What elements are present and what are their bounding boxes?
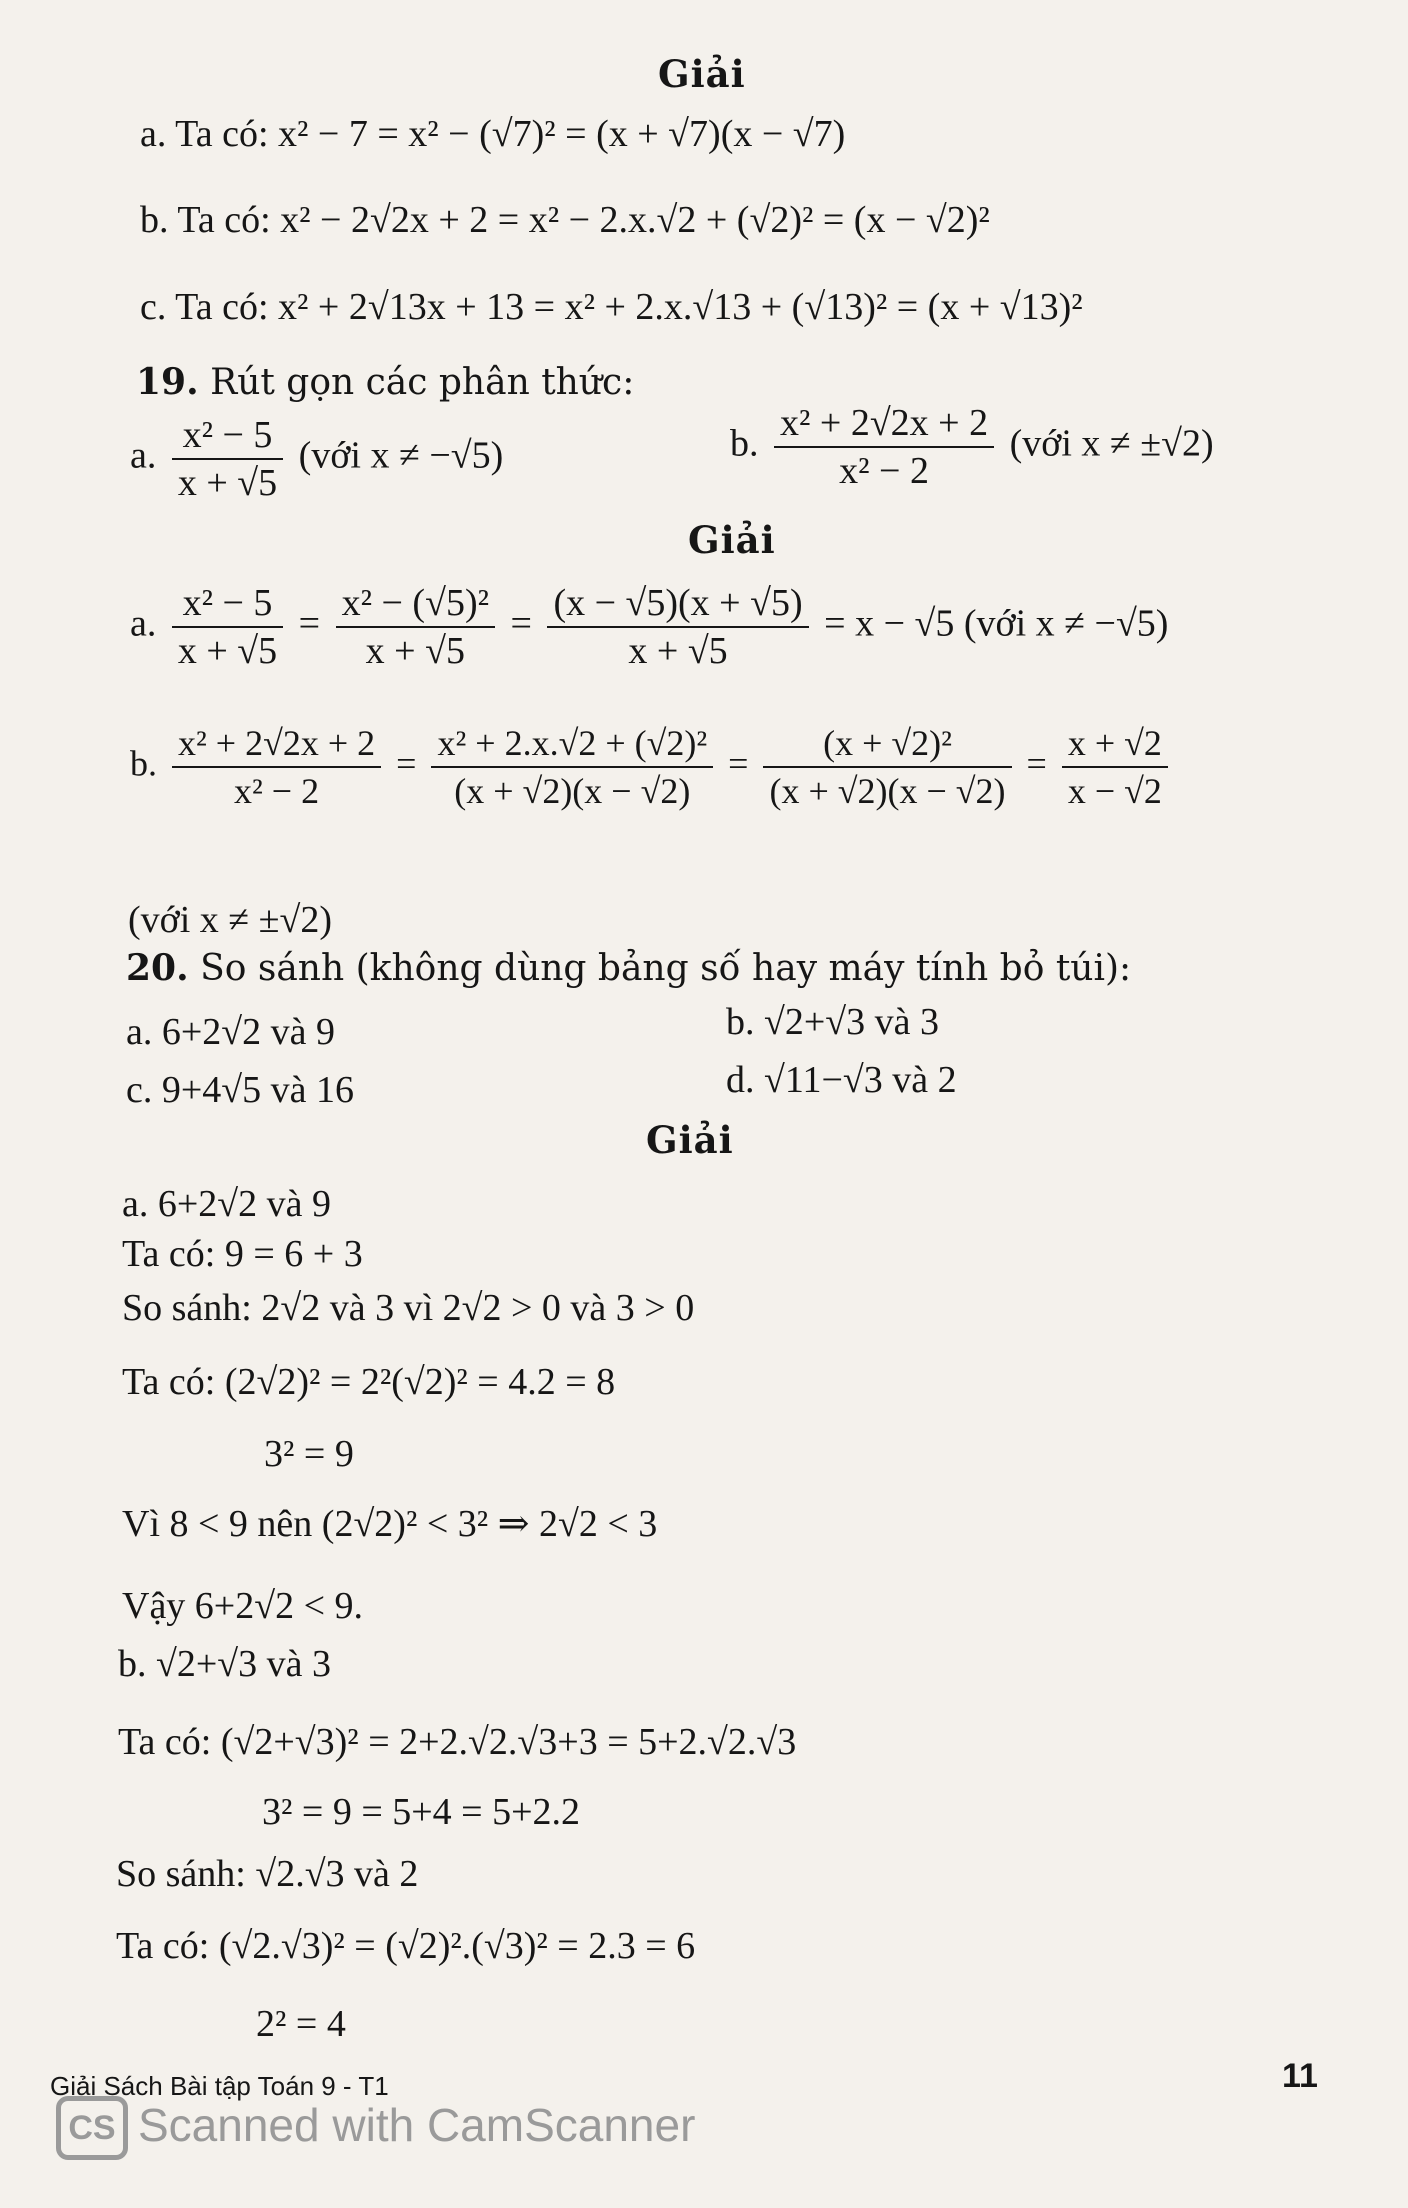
ex19-sa-result: = x − √5 (với x ≠ −√5) <box>824 602 1169 645</box>
ex20-solution-line: a. 6+2√2 và 9 <box>122 1183 332 1225</box>
fraction-numerator: x + √2 <box>1062 720 1168 768</box>
ex19-sb-fraction-1 <box>172 720 381 814</box>
fraction-numerator: (x + √2)² <box>763 720 1011 768</box>
ex19-sb-label: b. <box>130 743 157 784</box>
ex19-sb-condition: (với x ≠ ±√2) <box>128 899 333 941</box>
ex20-solution-line: Vậy 6+2√2 < 9. <box>122 1585 364 1627</box>
ex19-a-fraction <box>172 412 283 506</box>
ex20-solution-line: 3² = 9 = 5+4 = 5+2.2 <box>262 1791 581 1833</box>
fraction-numerator: x² − (√5)² <box>336 580 495 628</box>
ex19-a-condition: (với x ≠ −√5) <box>298 434 504 477</box>
ex19-number: 19. <box>136 361 199 403</box>
ex20-title <box>126 946 1131 991</box>
camscanner-watermark-text: Scanned with CamScanner <box>138 2099 696 2151</box>
ex19-a-label: a. <box>130 434 157 477</box>
ex19-title <box>136 360 634 405</box>
ex20-task-d: d. √11−√3 và 2 <box>726 1059 957 1101</box>
ex20-solution-line: b. √2+√3 và 3 <box>118 1643 332 1685</box>
fraction-denominator: x + √5 <box>365 630 465 672</box>
ex19-sb-fraction-2 <box>431 720 713 814</box>
ex20-solution-line: Ta có: (√2.√3)² = (√2)².(√3)² = 2.3 = 6 <box>116 1925 696 1967</box>
ex20-solution-line: So sánh: √2.√3 và 2 <box>116 1853 419 1895</box>
fraction-denominator: x² − 2 <box>234 771 320 811</box>
equals-sign: = <box>728 743 749 784</box>
fraction-numerator: x² − 5 <box>172 580 283 628</box>
ex20-title-text: So sánh (không dùng bảng số hay máy tính bỏ túi): <box>200 948 1132 989</box>
ex20-task-b: b. √2+√3 và 3 <box>726 1001 940 1043</box>
ex19-a-numerator: x² − 5 <box>172 412 283 460</box>
ex19-b-denominator: x² − 2 <box>839 450 929 492</box>
ex19-b-fraction <box>774 400 994 494</box>
ex20-solution-line: 3² = 9 <box>264 1433 354 1475</box>
equals-sign: = <box>396 743 417 784</box>
ex19-sa-fraction-2 <box>336 580 495 674</box>
equals-sign: = <box>298 602 321 645</box>
ex19-b-condition: (với x ≠ ±√2) <box>1009 422 1214 465</box>
ex20-solution-line: Ta có: (√2+√3)² = 2+2.√2.√3+3 = 5+2.√2.√3 <box>118 1721 797 1763</box>
ex19-task-a <box>130 412 503 506</box>
ex20-solution-line: So sánh: 2√2 và 3 vì 2√2 > 0 và 3 > 0 <box>122 1287 695 1329</box>
ex19-b-numerator: x² + 2√2x + 2 <box>774 400 994 448</box>
ex19-solution-a <box>130 580 1168 674</box>
camscanner-logo-icon: CS <box>56 2096 128 2160</box>
ex19-task-b <box>730 400 1214 494</box>
ex19-sb-fraction-3 <box>763 720 1011 814</box>
ex19-solution-b <box>130 720 1174 814</box>
ex20-number: 20. <box>126 947 189 989</box>
fraction-denominator: (x + √2)(x − √2) <box>454 771 691 811</box>
ex20-solution-line: Ta có: 9 = 6 + 3 <box>122 1233 363 1275</box>
fraction-denominator: x + √5 <box>177 630 278 672</box>
fraction-numerator: x² + 2.x.√2 + (√2)² <box>431 720 713 768</box>
ex20-task-c: c. 9+4√5 và 16 <box>126 1069 355 1111</box>
ex18-solution-a: a. Ta có: x² − 7 = x² − (√7)² = (x + √7)(x − √7) <box>140 113 846 155</box>
ex19-sa-fraction-1 <box>172 580 283 674</box>
ex18-solution-b: b. Ta có: x² − 2√2x + 2 = x² − 2.x.√2 + (√2)² = (x − √2)² <box>140 199 990 241</box>
ex20-solution-heading: Giải <box>646 1118 734 1162</box>
ex19-solution-heading: Giải <box>688 518 776 562</box>
page-number: 11 <box>1282 2057 1318 2095</box>
ex18-solution-heading: Giải <box>658 52 746 96</box>
fraction-denominator: (x + √2)(x − √2) <box>769 771 1006 811</box>
equals-sign: = <box>1026 743 1047 784</box>
ex19-sa-fraction-3 <box>547 580 808 674</box>
equals-sign: = <box>510 602 532 645</box>
fraction-numerator: (x − √5)(x + √5) <box>547 580 808 628</box>
ex19-sb-fraction-4 <box>1062 720 1168 814</box>
ex19-b-label: b. <box>730 422 759 465</box>
ex18-solution-c: c. Ta có: x² + 2√13x + 13 = x² + 2.x.√13 + (√13)² = (x + √13)² <box>140 286 1083 328</box>
ex19-sa-label: a. <box>130 602 157 645</box>
ex20-solution-line: Ta có: (2√2)² = 2²(√2)² = 4.2 = 8 <box>122 1361 616 1403</box>
ex20-solution-line: 2² = 4 <box>256 2003 346 2045</box>
fraction-denominator: x + √5 <box>628 630 728 672</box>
ex20-solution-line: Vì 8 < 9 nên (2√2)² < 3² ⇒ 2√2 < 3 <box>122 1503 658 1545</box>
book-title-footer: Giải Sách Bài tập Toán 9 - T1 <box>50 2071 389 2101</box>
ex19-a-denominator: x + √5 <box>177 462 278 504</box>
ex20-task-a: a. 6+2√2 và 9 <box>126 1011 336 1053</box>
ex19-title-text: Rút gọn các phân thức: <box>210 362 635 403</box>
fraction-numerator: x² + 2√2x + 2 <box>172 720 381 768</box>
fraction-denominator: x − √2 <box>1067 771 1162 811</box>
